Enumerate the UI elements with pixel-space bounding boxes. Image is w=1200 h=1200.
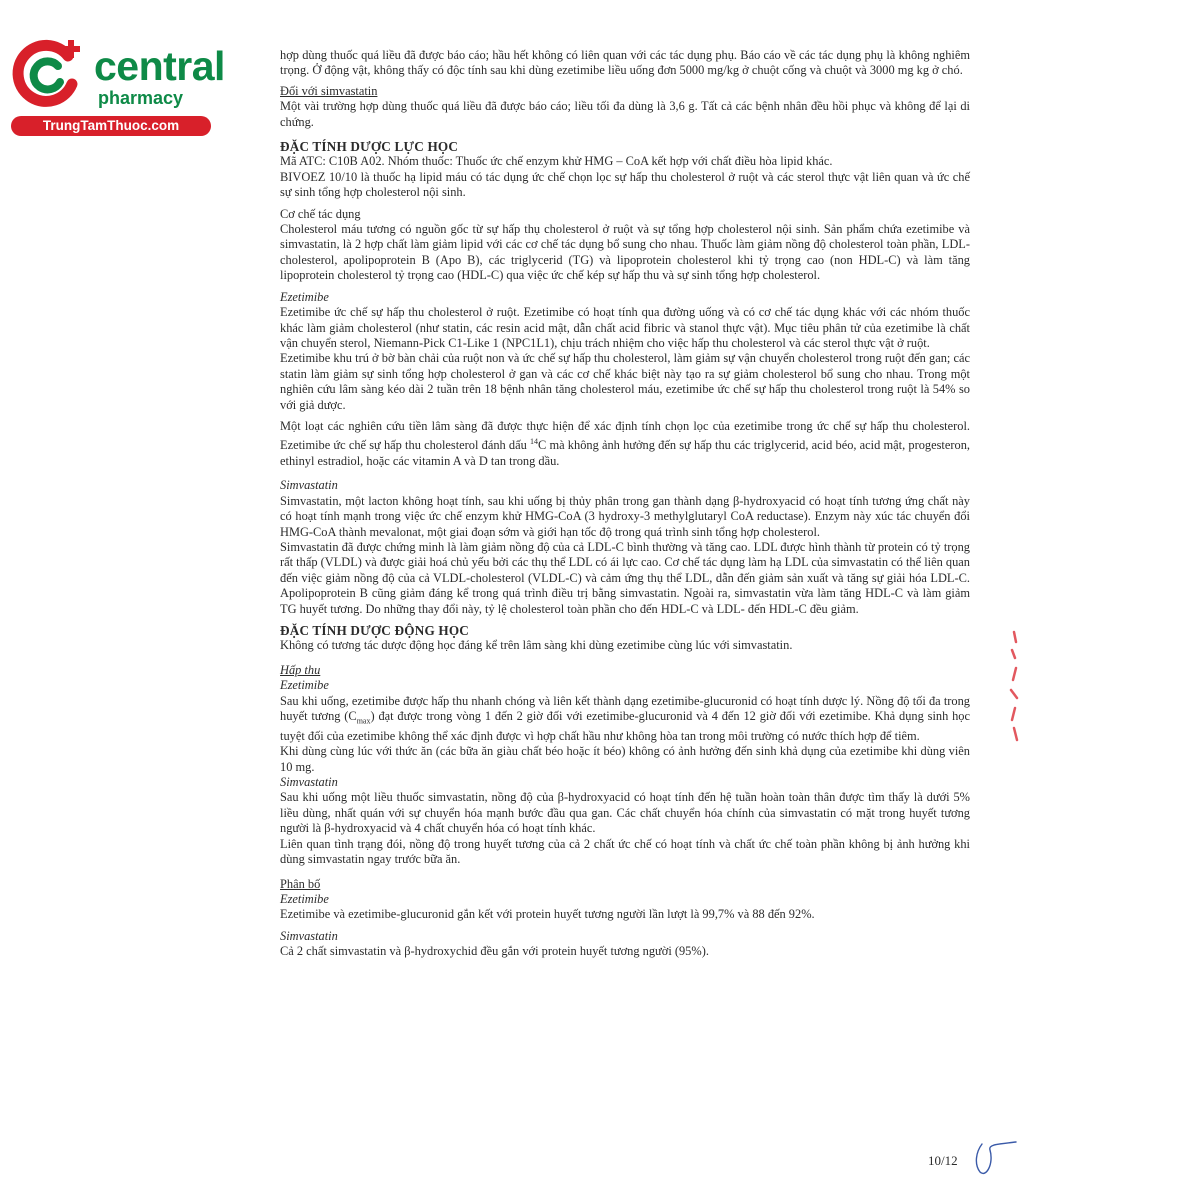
cmax-subscript: max — [356, 716, 371, 726]
paragraph-ezetimibe-absorption-part-b: ) đạt được trong vòng 1 đến 2 giờ đối với ezetimibe-glucuronid và 4 đến 12 giờ đối với ezetimibe. Khả dụng sinh học tuyệt đối của ezetimibe không thể xác định được vì hợp chất hầu như không hòa tan trong môi trường có nước thích hợp để tiêm. — [280, 708, 970, 743]
paragraph-preclinical-part-a: Một loạt các nghiên cứu tiền lâm sàng đã được thực hiện để xác định tính chọn lọc của ezetimibe trong ức chế sự hấp thu cholesterol. Ezetimibe ức chế sự hấp thu cholesterol đánh dấu — [280, 418, 970, 453]
subheading-simvastatin-distribution: Simvastatin — [280, 928, 338, 943]
subheading-ezetimibe-absorption: Ezetimibe — [280, 678, 329, 693]
paragraph-preclinical-part-b: C mà không ảnh hưởng đến sự hấp thu các triglycerid, acid béo, acid mật, progesteron, ethinyl estradiol, hoặc các vitamin A và D tan trong dầu. — [280, 438, 970, 468]
red-stamp-fragment — [1006, 628, 1022, 748]
paragraph-ezetimibe-distribution: Ezetimibe và ezetimibe-glucuronid gắn kết với protein huyết tương người lần lượt là 99,7% và 88 đến 92%. — [280, 907, 815, 922]
heading-pharmacodynamics: ĐẶC TÍNH DƯỢC LỰC HỌC — [280, 139, 459, 155]
subheading-ezetimibe-distribution: Ezetimibe — [280, 891, 329, 906]
paragraph-mechanism: Cholesterol máu tương có nguồn gốc từ sự hấp thụ cholesterol ở ruột và sự tổng hợp cholesterol nội sinh. Sản phẩm chứa ezetimibe và simvastatin, là 2 hợp chất làm giảm lipid với các cơ chế tác dụng bổ sung cho nhau. Thuốc làm giảm nồng độ cholesterol toàn phần, LDL-cholesterol, apolipoprotein B (Apo B), các triglycerid (TG) và lipoprotein cholesterol khi tỷ trọng cao (non HDL-C) và làm tăng lipoprotein cholesterol tỷ trọng cao (HDL-C) qua việc ức chế kép sự hấp thu và sự sinh tổng hợp cholesterol. — [280, 222, 970, 283]
central-pharmacy-logo-icon — [10, 38, 84, 112]
isotope-superscript: 14 — [530, 437, 539, 447]
subheading-ezetimibe: Ezetimibe — [280, 289, 329, 304]
paragraph-simvastatin-distribution: Cả 2 chất simvastatin và β-hydroxychid đều gắn với protein huyết tương người (95%). — [280, 944, 709, 959]
subheading-absorption: Hấp thu — [280, 662, 321, 677]
central-pharmacy-logo — [8, 36, 225, 136]
paragraph-overdose-ezetimibe: hợp dùng thuốc quá liều đã được báo cáo; hầu hết không có liên quan với các tác dụng phụ. Báo cáo về các tác dụng phụ là không nghiêm trọng. Ở động vật, không thấy có độc tính sau khi dùng ezetimibe liều uống đơn 5000 mg/kg ở chuột cống và chuột và 3000 mg kg ở chó. — [280, 48, 970, 78]
subheading-simvastatin: Simvastatin — [280, 478, 338, 493]
logo-site-link[interactable]: TrungTamThuoc.com — [11, 116, 211, 136]
heading-pharmacokinetics: ĐẶC TÍNH DƯỢC ĐỘNG HỌC — [280, 622, 470, 638]
logo-brand-text: central — [94, 43, 225, 89]
paragraph-overdose-simvastatin: Một vài trường hợp dùng thuốc quá liều đã được báo cáo; liều tối đa dùng là 3,6 g. Tất cả các bệnh nhân đều hồi phục và không để lại di chứng. — [280, 99, 970, 129]
document-body — [280, 48, 970, 960]
page-number: 10/12 — [928, 1153, 958, 1168]
logo-sub-text: pharmacy — [98, 88, 184, 108]
paragraph-ezetimibe-location: Ezetimibe khu trú ở bờ bàn chải của ruột non và ức chế sự hấp thu cholesterol, làm giảm sự vận chuyển cholesterol trong ruột đến gan; các statin làm giảm sự sinh tổng hợp cholesterol ở gan và các cơ chế khác biệt này tạo ra sự giảm cholesterol bổ sung cho nhau. Trong một nghiên cứu lâm sàng kéo dài 2 tuần trên 18 bệnh nhân tăng cholesterol máu, ezetimibe ức chế sự hấp thu cholesterol trong ruột là 54% so với giả dược. — [280, 351, 970, 412]
paragraph-atc-code: Mã ATC: C10B A02. Nhóm thuốc: Thuốc ức chế enzym khử HMG – CoA kết hợp với chất điều hòa lipid khác. — [280, 154, 833, 169]
paragraph-product-summary: BIVOEZ 10/10 là thuốc hạ lipid máu có tác dụng ức chế chọn lọc sự hấp thu cholesterol ở ruột và các sterol thực vật liên quan và ức chế sự sinh tổng hợp cholesterol nội sinh. — [280, 169, 970, 200]
subheading-mechanism: Cơ chế tác dụng — [280, 206, 361, 221]
paragraph-simvastatin-absorption: Sau khi uống một liều thuốc simvastatin, nồng độ của β-hydroxyacid có hoạt tính đến hệ tuần hoàn toàn thân được tìm thấy là dưới 5% liều dùng, nhất quán với sự chuyển hóa mạnh bước đầu qua gan. Các chất chuyển hóa chính của simvastatin có mặt trong huyết tương người là β-hydroxyacid và 4 chất chuyển hóa có hoạt tính khác. — [280, 790, 970, 836]
subheading-simvastatin-absorption: Simvastatin — [280, 775, 338, 790]
paragraph-no-interaction: Không có tương tác dược động học đáng kể trên lâm sàng khi dùng ezetimibe cùng lúc với simvastatin. — [280, 638, 793, 653]
paragraph-ezetimibe-absorption-part-a: Sau khi uống, ezetimibe được hấp thu nhanh chóng và liên kết thành dạng ezetimibe-glucuronid có hoạt tính dược lý. Nồng độ tối đa trong huyết tương (C — [280, 693, 970, 723]
subheading-distribution: Phân bố — [280, 876, 321, 891]
paragraph-preclinical — [280, 419, 970, 469]
paragraph-food-effect: Khi dùng cùng lúc với thức ăn (các bữa ăn giàu chất béo hoặc ít béo) không có ảnh hưởng đến sinh khả dụng của ezetimibe khi dùng viên 10 mg. — [280, 744, 970, 774]
paragraph-ezetimibe-absorption — [280, 694, 970, 745]
paragraph-ezetimibe-action: Ezetimibe ức chế sự hấp thu cholesterol ở ruột. Ezetimibe có hoạt tính qua đường uống và có cơ chế tác dụng khác với các nhóm thuốc khác làm giảm cholesterol (như statin, các resin acid mật, dẫn chất acid fibric và stanol thực vật). Mục tiêu phân tử của ezetimibe là chất vận chuyển sterol, Niemann-Pick C1-Like 1 (NPC1L1), chịu trách nhiệm cho việc hấp thu cholesterol và các sterol thực vật ở ruột. — [280, 305, 970, 350]
subheading-simvastatin-overdose: Đối với simvastatin — [280, 83, 378, 98]
signature-mark — [960, 1138, 1020, 1178]
paragraph-simvastatin-fasting: Liên quan tình trạng đói, nồng độ trong huyết tương của cả 2 chất ức chế có hoạt tính và chất ức chế toàn phần không bị ảnh hưởng khi dùng simvastatin ngay trước bữa ăn. — [280, 836, 970, 867]
paragraph-simvastatin-action: Simvastatin, một lacton không hoạt tính, sau khi uống bị thủy phân trong gan thành dạng β-hydroxyacid có hoạt tính tương ứng chất này có hoạt tính mạnh trong việc ức chế enzym khử HMG-CoA (3 hydroxy-3 methylglutaryl CoA reductase). Enzym này xúc tác chuyển đổi HMG-CoA thành mevalonat, một giai đoạn sớm và giới hạn tốc độ trong quá trình sinh tổng hợp cholesterol. — [280, 493, 970, 539]
paragraph-simvastatin-ldl: Simvastatin đã được chứng minh là làm giảm nồng độ của cả LDL-C bình thường và tăng cao. LDL được hình thành từ protein có tỷ trọng rất thấp (VLDL) và được giải hoá chủ yếu bởi các thụ thể LDL có ái lực cao. Cơ chế tác dụng làm hạ LDL của simvastatin có thể liên quan đến việc giảm nồng độ của cả VLDL-cholesterol (VLDL-C) và cảm ứng thụ thể LDL, dẫn đến giảm sản xuất và tăng sự giải hóa LDL-C. Apolipoprotein B cũng giảm đáng kể trong quá trình điều trị bằng simvastatin. Ngoài ra, simvastatin vừa làm tăng HDL-C và làm giảm TG huyết tương. Do những thay đổi này, tỷ lệ cholesterol toàn phần cho đến HDL-C và LDL- đến HDL-C đều giảm. — [280, 539, 970, 616]
